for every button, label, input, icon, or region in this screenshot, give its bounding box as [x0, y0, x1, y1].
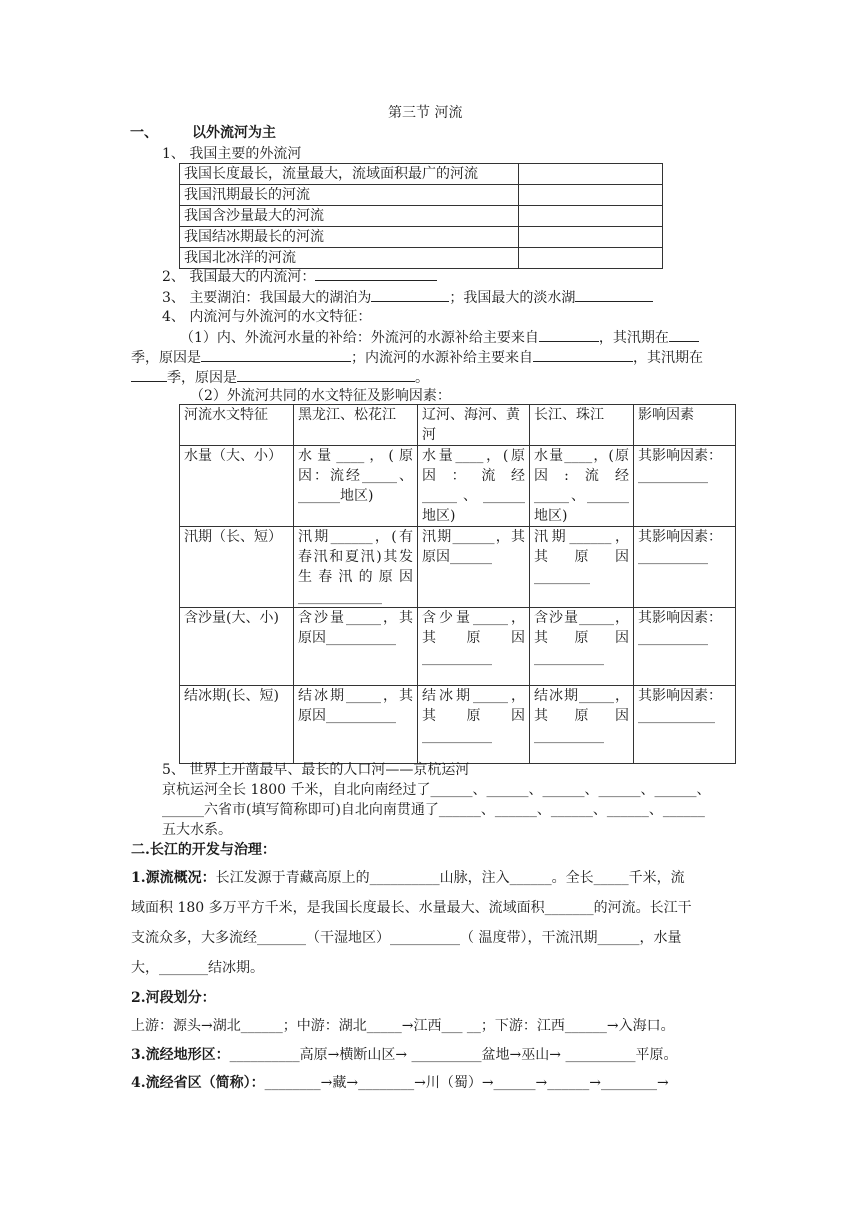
table-header: 辽河、海河、黄河 — [418, 405, 530, 446]
question-4-1-line3 — [131, 367, 429, 388]
s2-p1-label: 1.源流概况： — [131, 870, 216, 886]
table-cell[interactable]: 其影响因素：__________ — [634, 527, 736, 608]
table-row — [180, 185, 663, 206]
table-row — [180, 527, 736, 608]
table-cell: 汛期（长、短） — [180, 527, 294, 608]
table-cell[interactable]: 水量____，(原因：流经_____、______地区) — [418, 446, 530, 527]
table-cell: 我国长度最长，流量最大，流域面积最广的河流 — [180, 164, 519, 185]
table-cell: 我国北冰洋的河流 — [180, 248, 519, 269]
s2-p4 — [131, 1073, 669, 1093]
answer-blank[interactable] — [131, 367, 167, 382]
table-row — [180, 608, 736, 686]
s2-p1-line4: 大，_______结冰期。 — [131, 960, 264, 976]
question-3-text-a: 3、 主要湖泊：我国最大的湖泊为 — [162, 290, 372, 306]
question-4-1-line2 — [131, 347, 703, 368]
q4-3-text-a: 季，原因是 — [167, 370, 237, 386]
section-2-heading: 二.长江的开发与治理： — [131, 842, 276, 858]
answer-blank[interactable] — [669, 327, 699, 342]
q4-1-text-a: （1）内、外流河水量的补给：外流河的水源补给主要来自 — [180, 330, 539, 346]
question-5-line3: 五大水系。 — [162, 822, 232, 838]
s2-p2-text: 上游：源头→湖北______；中游：湖北_____→江西___ __；下游：江西______→入海口。 — [131, 1018, 675, 1034]
answer-blank[interactable] — [237, 367, 415, 382]
page-title: 第三节 河流 — [388, 105, 463, 121]
answer-blank[interactable] — [533, 347, 633, 362]
s2-p3-label: 3.流经地形区： — [131, 1047, 230, 1063]
table-cell: 含沙量(大、小) — [180, 608, 294, 686]
answer-cell[interactable] — [519, 185, 663, 206]
section-1-heading: 以外流河为主 — [192, 125, 276, 141]
table-cell[interactable]: 水量____，(原因:流经_____、______地区) — [530, 446, 634, 527]
s2-p1-text: 长江发源于青藏高原上的__________山脉，注入______。全长_____千米，流 — [215, 870, 685, 886]
table-cell[interactable]: 其影响因素：__________ — [634, 608, 736, 686]
table-cell[interactable]: 含少量_____，其原因__________ — [418, 608, 530, 686]
table-cell[interactable]: 含沙量_____，其原因__________ — [530, 608, 634, 686]
table-cell[interactable]: 汛期______，(有春汛和夏汛)其发生春汛的原因____________ — [294, 527, 418, 608]
table-cell[interactable]: 汛期______，其原因________ — [530, 527, 634, 608]
q4-3-text-b: 。 — [415, 370, 429, 386]
q4-2-text-a: 季，原因是 — [131, 350, 201, 366]
table-row — [180, 686, 736, 764]
table-cell: 我国汛期最长的河流 — [180, 185, 519, 206]
s2-p4-text: ________→藏→________→川（蜀）→______→______→________→ — [264, 1075, 669, 1091]
s2-p1-line2: 域面积 180 多万平方千米，是我国长度最长、水量最大、流域面积_______的河流。长江干 — [131, 900, 692, 916]
table-cell: 我国结冰期最长的河流 — [180, 227, 519, 248]
table-cell[interactable]: 汛期______，其原因______ — [418, 527, 530, 608]
hydrology-table — [179, 404, 736, 764]
table-cell: 我国含沙量最大的河流 — [180, 206, 519, 227]
table-cell: 水量（大、小） — [180, 446, 294, 527]
answer-blank[interactable] — [201, 347, 351, 362]
table-cell[interactable]: 结冰期_____，其原因__________ — [418, 686, 530, 764]
q4-2-text-c: ，其汛期在 — [633, 350, 703, 366]
s2-p3-text: __________高原→横断山区→ __________盆地→巫山→ __________平原。 — [229, 1047, 678, 1063]
answer-blank[interactable] — [539, 327, 599, 342]
table-cell: 结冰期(长、短) — [180, 686, 294, 764]
question-4-2: （2）外流河共同的水文特征及影响因素： — [190, 388, 451, 404]
question-4-1-line1 — [180, 327, 699, 348]
answer-cell[interactable] — [519, 227, 663, 248]
answer-blank[interactable] — [315, 266, 437, 281]
table-cell[interactable]: 含沙量_____，其原因__________ — [294, 608, 418, 686]
table-cell[interactable]: 其影响因素：___________ — [634, 686, 736, 764]
s2-p1-line3: 支流众多，大多流经_______（干湿地区）__________（ 温度带），干流汛期______，水量 — [131, 930, 682, 946]
answer-blank[interactable] — [371, 287, 449, 302]
table-cell[interactable]: 结冰期_____，其原因__________ — [294, 686, 418, 764]
question-2-text: 2、 我国最大的内流河： — [162, 269, 316, 285]
table-header-row — [180, 405, 736, 446]
answer-cell[interactable] — [519, 206, 663, 227]
s2-p1-line1 — [131, 868, 685, 888]
table-row — [180, 446, 736, 527]
answer-cell[interactable] — [519, 164, 663, 185]
s2-p3 — [131, 1045, 677, 1065]
question-5-line2: ______六省市(填写简称即可)自北向南贯通了______、______、______、______、______ — [162, 802, 705, 818]
s2-p2-label: 2.河段划分： — [131, 990, 216, 1006]
table-header: 影响因素 — [634, 405, 736, 446]
table-header: 长江、珠江 — [530, 405, 634, 446]
s2-p4-label: 4.流经省区（简称）： — [131, 1075, 265, 1091]
table-cell[interactable]: 结冰期_____，其原因__________ — [530, 686, 634, 764]
question-5-line1: 京杭运河全长 1800 千米，自北向南经过了______、______、______、______、______、 — [162, 782, 711, 798]
table-header: 河流水文特征 — [180, 405, 294, 446]
table-row — [180, 206, 663, 227]
question-1: 1、 我国主要的外流河 — [162, 146, 302, 162]
table-row — [180, 164, 663, 185]
table-cell[interactable]: 其影响因素：__________ — [634, 446, 736, 527]
question-3-text-b: ；我国最大的淡水湖 — [449, 290, 576, 306]
question-4: 4、 内流河与外流河的水文特征： — [162, 309, 372, 325]
answer-cell[interactable] — [519, 248, 663, 269]
question-2 — [162, 266, 437, 287]
table-cell[interactable]: 水量____，(原因：流经_____、______地区) — [294, 446, 418, 527]
q4-1-text-b: ，其汛期在 — [598, 330, 669, 346]
q4-2-text-b: ；内流河的水源补给主要来自 — [351, 350, 533, 366]
question-3 — [162, 287, 653, 308]
outflow-rivers-table — [179, 163, 663, 269]
answer-blank[interactable] — [575, 287, 653, 302]
section-1-number: 一、 — [130, 125, 158, 141]
table-row — [180, 227, 663, 248]
question-5: 5、 世界上开凿最早、最长的人口河——京杭运河 — [162, 762, 470, 778]
table-header: 黑龙江、松花江 — [294, 405, 418, 446]
